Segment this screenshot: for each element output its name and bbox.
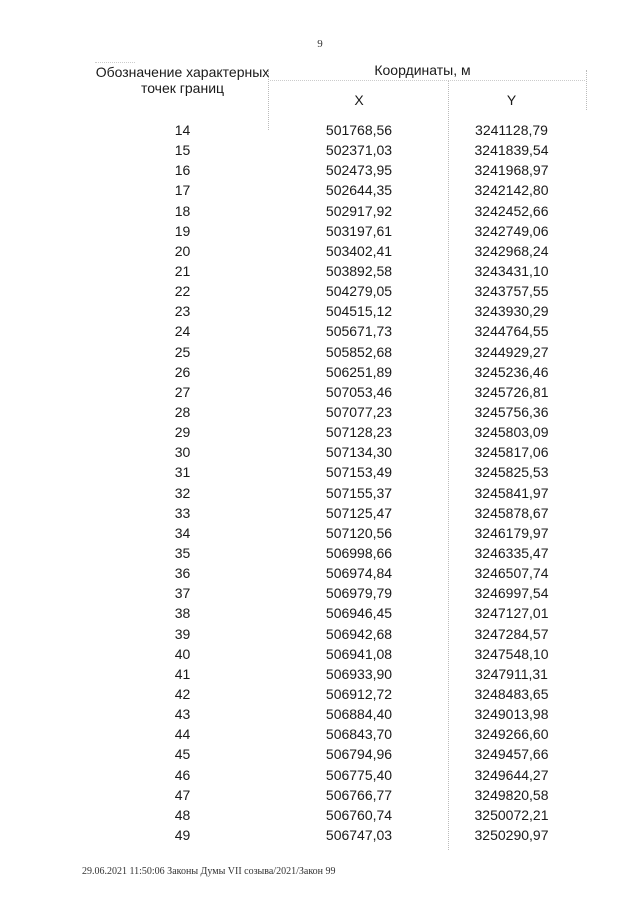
table-row	[95, 765, 575, 785]
table-row	[95, 503, 575, 523]
y-coordinate-cell: 3245756,36	[474, 403, 549, 420]
y-coordinate-cell: 3247911,31	[475, 665, 548, 682]
table-row	[95, 140, 575, 160]
table-row	[95, 543, 575, 563]
x-coordinate-cell: 506941,08	[325, 645, 393, 662]
y-coordinate-cell: 3250072,21	[474, 806, 549, 823]
y-coordinate-cell: 3247127,01	[474, 605, 549, 622]
table-row	[95, 201, 575, 221]
table-row	[95, 724, 575, 744]
y-coordinate-cell: 3245878,67	[474, 504, 549, 521]
x-coordinate-cell: 506766,77	[325, 786, 393, 803]
y-coordinate-cell: 3250290,97	[474, 826, 549, 843]
table-row	[95, 744, 575, 764]
x-coordinate-cell: 507120,56	[325, 524, 393, 541]
x-coordinate-cell: 506912,72	[325, 685, 393, 702]
point-number-cell: 28	[174, 403, 191, 420]
x-coordinate-cell: 505671,73	[325, 323, 393, 340]
y-coordinate-cell: 3242452,66	[474, 202, 549, 219]
y-coordinate-cell: 3245726,81	[474, 383, 549, 400]
point-number-cell: 17	[174, 182, 191, 199]
y-coordinate-cell: 3241968,97	[474, 162, 549, 179]
point-number-cell: 18	[174, 202, 191, 219]
point-number-cell: 21	[174, 262, 191, 279]
x-coordinate-cell: 503402,41	[325, 242, 393, 259]
x-coordinate-cell: 504279,05	[325, 283, 393, 300]
y-coordinate-cell: 3245817,06	[474, 444, 549, 461]
point-number-cell: 34	[174, 524, 191, 541]
point-number-cell: 27	[174, 383, 191, 400]
x-coordinate-cell: 506998,66	[325, 544, 393, 561]
x-coordinate-cell: 502644,35	[325, 182, 393, 199]
point-number-cell: 36	[174, 565, 191, 582]
table-row	[95, 563, 575, 583]
point-number-cell: 14	[174, 122, 191, 138]
table-row	[95, 281, 575, 301]
table-row	[95, 583, 575, 603]
x-coordinate-cell: 507125,47	[325, 504, 393, 521]
point-number-cell: 29	[174, 424, 191, 441]
y-coordinate-cell: 3246179,97	[474, 524, 549, 541]
y-coordinate-cell: 3247548,10	[474, 645, 549, 662]
table-row	[95, 825, 575, 845]
header-x-label: X	[354, 92, 364, 108]
x-coordinate-cell: 507134,30	[325, 444, 393, 461]
x-coordinate-cell: 506747,03	[325, 826, 393, 843]
x-coordinate-cell: 507053,46	[325, 383, 393, 400]
y-coordinate-cell: 3243757,55	[474, 283, 549, 300]
x-coordinate-cell: 506843,70	[325, 726, 393, 743]
x-coordinate-cell: 506933,90	[325, 665, 393, 682]
point-number-cell: 37	[174, 585, 191, 602]
x-coordinate-cell: 503892,58	[325, 262, 393, 279]
table-row	[95, 624, 575, 644]
point-number-cell: 45	[174, 746, 191, 763]
y-coordinate-cell: 3248483,65	[474, 685, 549, 702]
y-coordinate-cell: 3245803,09	[474, 424, 549, 441]
table-row	[95, 342, 575, 362]
y-coordinate-cell: 3243930,29	[474, 303, 549, 320]
point-number-cell: 31	[174, 464, 191, 481]
y-coordinate-cell: 3242142,80	[474, 182, 549, 199]
point-number-cell: 35	[174, 544, 191, 561]
table-row	[95, 664, 575, 684]
y-coordinate-cell: 3246335,47	[474, 544, 549, 561]
x-coordinate-cell: 506942,68	[325, 625, 393, 642]
table-row	[95, 301, 575, 321]
table-row	[95, 523, 575, 543]
footer-stamp: 29.06.2021 11:50:06 Законы Думы VII созыва/2021/Закон 99	[82, 866, 336, 877]
point-number-cell: 24	[174, 323, 191, 340]
point-number-cell: 47	[174, 786, 191, 803]
y-coordinate-cell: 3247284,57	[474, 625, 549, 642]
table-row	[95, 382, 575, 402]
x-coordinate-cell: 502917,92	[325, 202, 393, 219]
y-coordinate-cell: 3249820,58	[474, 786, 549, 803]
y-coordinate-cell: 3241839,54	[474, 142, 549, 159]
table-row	[95, 684, 575, 704]
x-coordinate-cell: 507153,49	[325, 464, 393, 481]
point-number-cell: 44	[174, 726, 191, 743]
x-coordinate-cell: 502371,03	[325, 142, 393, 159]
table-row	[95, 422, 575, 442]
point-number-cell: 41	[174, 665, 191, 682]
point-number-cell: 20	[174, 242, 191, 259]
coordinates-table	[95, 120, 575, 845]
header-rule	[270, 80, 585, 81]
y-coordinate-cell: 3249013,98	[474, 706, 549, 723]
table-row	[95, 362, 575, 382]
table-row	[95, 261, 575, 281]
y-coordinate-cell: 3246507,74	[474, 565, 549, 582]
header-rule	[95, 62, 135, 63]
point-number-cell: 19	[174, 222, 191, 239]
x-coordinate-cell: 507128,23	[325, 424, 393, 441]
point-number-cell: 23	[174, 303, 191, 320]
x-coordinate-cell: 506884,40	[325, 706, 393, 723]
table-row	[95, 785, 575, 805]
point-number-cell: 43	[174, 706, 191, 723]
y-coordinate-cell: 3249644,27	[474, 766, 549, 783]
table-row	[95, 321, 575, 341]
y-coordinate-cell: 3246997,54	[474, 585, 549, 602]
x-coordinate-cell: 503197,61	[325, 222, 393, 239]
column-divider	[586, 70, 587, 110]
table-row	[95, 462, 575, 482]
y-coordinate-cell: 3249457,66	[474, 746, 549, 763]
table-header	[95, 62, 575, 118]
point-number-cell: 49	[174, 826, 191, 843]
x-coordinate-cell: 506775,40	[325, 766, 393, 783]
y-coordinate-cell: 3245841,97	[474, 484, 549, 501]
point-number-cell: 40	[174, 645, 191, 662]
x-coordinate-cell: 506979,79	[325, 585, 393, 602]
table-row	[95, 805, 575, 825]
y-coordinate-cell: 3243431,10	[474, 262, 549, 279]
x-coordinate-cell: 507155,37	[325, 484, 393, 501]
point-number-cell: 26	[174, 363, 191, 380]
x-coordinate-cell: 506794,96	[325, 746, 393, 763]
table-row	[95, 160, 575, 180]
x-coordinate-cell: 506760,74	[325, 806, 393, 823]
point-number-cell: 25	[174, 343, 191, 360]
table-row	[95, 644, 575, 664]
y-coordinate-cell: 3244929,27	[474, 343, 549, 360]
y-coordinate-cell: 3241128,79	[475, 122, 548, 138]
point-number-cell: 46	[174, 766, 191, 783]
x-coordinate-cell: 505852,68	[325, 343, 393, 360]
page-number: 9	[317, 38, 323, 50]
table-row	[95, 402, 575, 422]
point-number-cell: 39	[174, 625, 191, 642]
y-coordinate-cell: 3245236,46	[474, 363, 549, 380]
point-number-cell: 33	[174, 504, 191, 521]
point-number-cell: 32	[174, 484, 191, 501]
x-coordinate-cell: 506946,45	[325, 605, 393, 622]
point-number-cell: 15	[174, 142, 191, 159]
y-coordinate-cell: 3245825,53	[474, 464, 549, 481]
point-number-cell: 16	[174, 162, 191, 179]
y-coordinate-cell: 3242749,06	[474, 222, 549, 239]
point-number-cell: 42	[174, 685, 191, 702]
point-number-cell: 38	[174, 605, 191, 622]
header-y-label: Y	[506, 92, 517, 108]
table-row	[95, 221, 575, 241]
table-row	[95, 442, 575, 462]
y-coordinate-cell: 3244764,55	[474, 323, 549, 340]
table-row	[95, 180, 575, 200]
table-row	[95, 241, 575, 261]
y-coordinate-cell: 3242968,24	[474, 242, 549, 259]
header-point-label: Обозначение характерных точек границ	[95, 64, 270, 96]
x-coordinate-cell: 506251,89	[325, 363, 393, 380]
x-coordinate-cell: 501768,56	[325, 122, 393, 138]
x-coordinate-cell: 502473,95	[325, 162, 393, 179]
x-coordinate-cell: 504515,12	[325, 303, 393, 320]
table-row	[95, 603, 575, 623]
x-coordinate-cell: 507077,23	[325, 403, 393, 420]
point-number-cell: 30	[174, 444, 191, 461]
table-row	[95, 483, 575, 503]
point-number-cell: 48	[174, 806, 191, 823]
y-coordinate-cell: 3249266,60	[474, 726, 549, 743]
table-row	[95, 120, 575, 140]
point-number-cell: 22	[174, 283, 191, 300]
x-coordinate-cell: 506974,84	[325, 565, 393, 582]
table-row	[95, 704, 575, 724]
header-coordinates-label: Координаты, м	[374, 62, 471, 78]
